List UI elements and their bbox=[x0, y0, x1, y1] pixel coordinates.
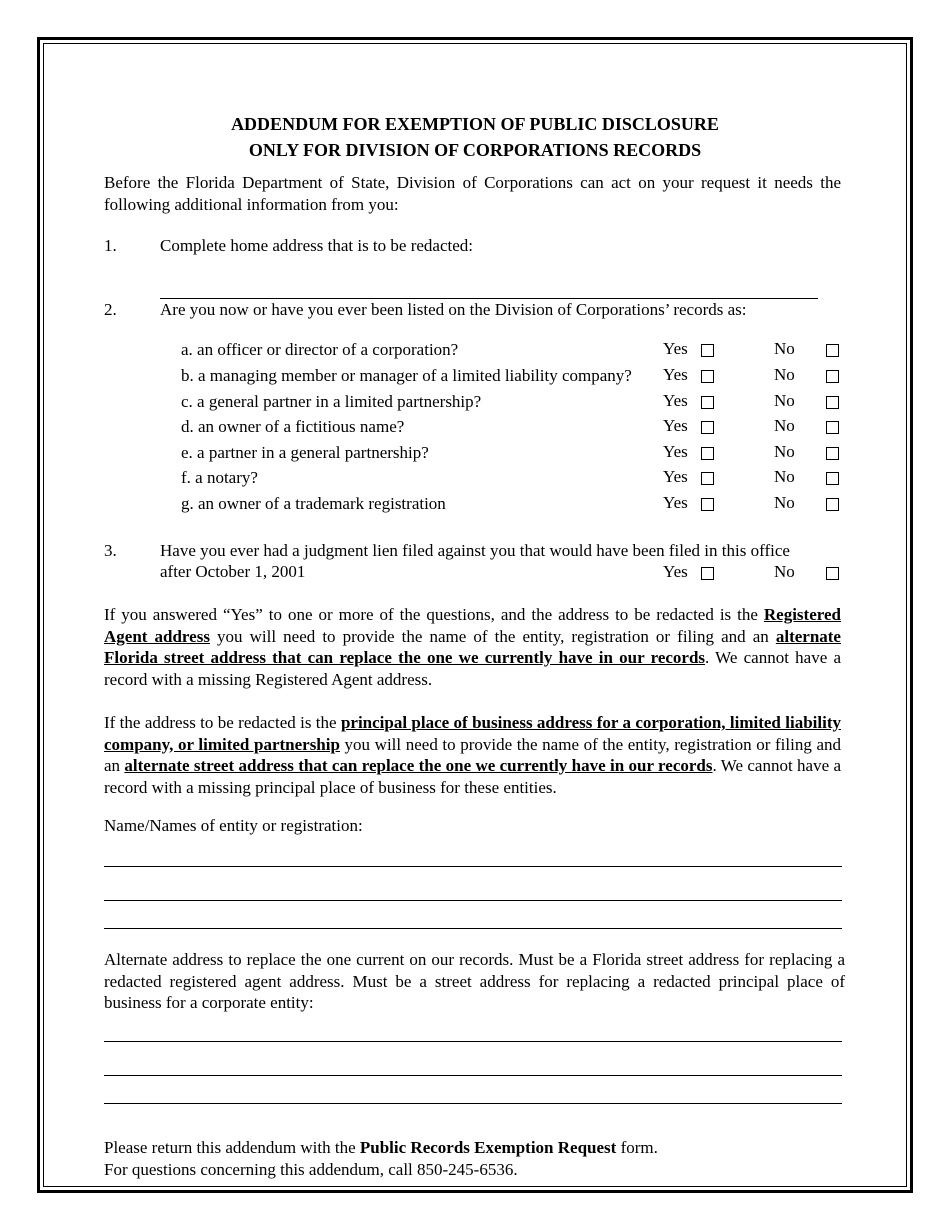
footer-return-instructions bbox=[104, 1138, 658, 1158]
alternate-address-line-3[interactable] bbox=[104, 1103, 842, 1104]
para2-emphasis-2: alternate street address that can replace the one we currently have in our records bbox=[124, 756, 713, 775]
alternate-address-label: Alternate address to replace the one current on our records. Must be a Florida street address for replacing a redacted registered agent address. Must be a street address for replacing a redacted principal place of business for a corporate entity: bbox=[104, 950, 845, 1012]
q1-text: Complete home address that is to be redacted: bbox=[160, 236, 473, 255]
no-checkbox-a[interactable] bbox=[826, 344, 839, 357]
q2-text: Are you now or have you ever been listed on the Division of Corporations’ records as: bbox=[160, 300, 747, 319]
yes-label: Yes bbox=[663, 493, 688, 512]
para1-text-2: you will need to provide the name of the entity, registration or filing and an bbox=[209, 626, 776, 646]
form-title-line1: ADDENDUM FOR EXEMPTION OF PUBLIC DISCLOSURE bbox=[231, 114, 719, 134]
q3-yes-checkbox[interactable] bbox=[701, 567, 714, 580]
q2-row-label: f. a notary? bbox=[181, 468, 258, 487]
no-label: No bbox=[774, 391, 795, 410]
footer-form-name: Public Records Exemption Request bbox=[359, 1138, 617, 1157]
q2-row-label: e. a partner in a general partnership? bbox=[181, 443, 429, 462]
home-address-line[interactable] bbox=[160, 298, 818, 299]
para2-emphasis-1: principal place of business address for a corporation, limited liability company, or limited partnership bbox=[104, 713, 841, 754]
entity-name-line-2[interactable] bbox=[104, 900, 842, 901]
q3-yes-label: Yes bbox=[663, 562, 688, 581]
footer-contact-phone: For questions concerning this addendum, call 850-245-6536. bbox=[104, 1160, 518, 1179]
q3-text-line2: after October 1, 2001 bbox=[160, 562, 306, 581]
para1-text-3: . We cannot have a record with a missing Registered Agent address. bbox=[104, 648, 841, 689]
yes-label: Yes bbox=[663, 339, 688, 358]
yes-label: Yes bbox=[663, 442, 688, 461]
yes-checkbox-b[interactable] bbox=[701, 370, 714, 383]
q1-number: 1. bbox=[104, 236, 117, 255]
no-label: No bbox=[774, 467, 795, 486]
yes-checkbox-g[interactable] bbox=[701, 498, 714, 511]
alternate-address-line-1[interactable] bbox=[104, 1041, 842, 1042]
no-checkbox-d[interactable] bbox=[826, 421, 839, 434]
q2-row-label: d. an owner of a fictitious name? bbox=[181, 417, 405, 436]
para1-text-1: If you answered “Yes” to one or more of the questions, and the address to be redacted is the bbox=[104, 605, 764, 624]
entity-name-label: Name/Names of entity or registration: bbox=[104, 816, 363, 835]
no-label: No bbox=[774, 493, 795, 512]
para2-text-3: . We cannot have a record with a missing principal place of business for these entities. bbox=[104, 756, 842, 797]
q2-row-label: b. a managing member or manager of a limited liability company? bbox=[181, 366, 632, 385]
para2-text-2: you will need to provide the name of the entity, registration or filing and an bbox=[104, 734, 841, 775]
para2-text-1: If the address to be redacted is the bbox=[104, 713, 341, 732]
entity-name-line-3[interactable] bbox=[104, 928, 842, 929]
q3-no-checkbox[interactable] bbox=[826, 567, 839, 580]
yes-label: Yes bbox=[663, 467, 688, 486]
yes-checkbox-d[interactable] bbox=[701, 421, 714, 434]
registered-agent-paragraph bbox=[104, 604, 841, 690]
yes-label: Yes bbox=[663, 365, 688, 384]
footer-text-1: Please return this addendum with the bbox=[104, 1138, 360, 1157]
q3-text-line1: Have you ever had a judgment lien filed against you that would have been filed in this office bbox=[160, 541, 790, 560]
yes-label: Yes bbox=[663, 416, 688, 435]
no-checkbox-f[interactable] bbox=[826, 472, 839, 485]
yes-checkbox-f[interactable] bbox=[701, 472, 714, 485]
q2-row-label: c. a general partner in a limited partnership? bbox=[181, 392, 482, 411]
no-checkbox-g[interactable] bbox=[826, 498, 839, 511]
q2-row-label: a. an officer or director of a corporation? bbox=[181, 340, 459, 359]
q3-no-label: No bbox=[774, 562, 795, 581]
no-label: No bbox=[774, 416, 795, 435]
no-label: No bbox=[774, 339, 795, 358]
yes-checkbox-a[interactable] bbox=[701, 344, 714, 357]
footer-text-2: form. bbox=[616, 1138, 658, 1157]
q2-row-label: g. an owner of a trademark registration bbox=[181, 494, 446, 513]
q3-number: 3. bbox=[104, 541, 117, 560]
no-label: No bbox=[774, 442, 795, 461]
no-label: No bbox=[774, 365, 795, 384]
q2-number: 2. bbox=[104, 300, 117, 319]
no-checkbox-c[interactable] bbox=[826, 396, 839, 409]
yes-checkbox-c[interactable] bbox=[701, 396, 714, 409]
form-title-line2: ONLY FOR DIVISION OF CORPORATIONS RECORDS bbox=[248, 140, 702, 160]
alternate-address-line-2[interactable] bbox=[104, 1075, 842, 1076]
yes-label: Yes bbox=[663, 391, 688, 410]
para1-emphasis-1: Registered Agent address bbox=[104, 605, 841, 646]
intro-text: Before the Florida Department of State, Division of Corporations can act on your request it needs the following additional information from you: bbox=[104, 173, 841, 214]
yes-checkbox-e[interactable] bbox=[701, 447, 714, 460]
principal-place-paragraph bbox=[104, 712, 841, 798]
no-checkbox-b[interactable] bbox=[826, 370, 839, 383]
para1-emphasis-2: alternate Florida street address that can replace the one we currently have in our records bbox=[104, 626, 841, 667]
no-checkbox-e[interactable] bbox=[826, 447, 839, 460]
entity-name-line-1[interactable] bbox=[104, 866, 842, 867]
